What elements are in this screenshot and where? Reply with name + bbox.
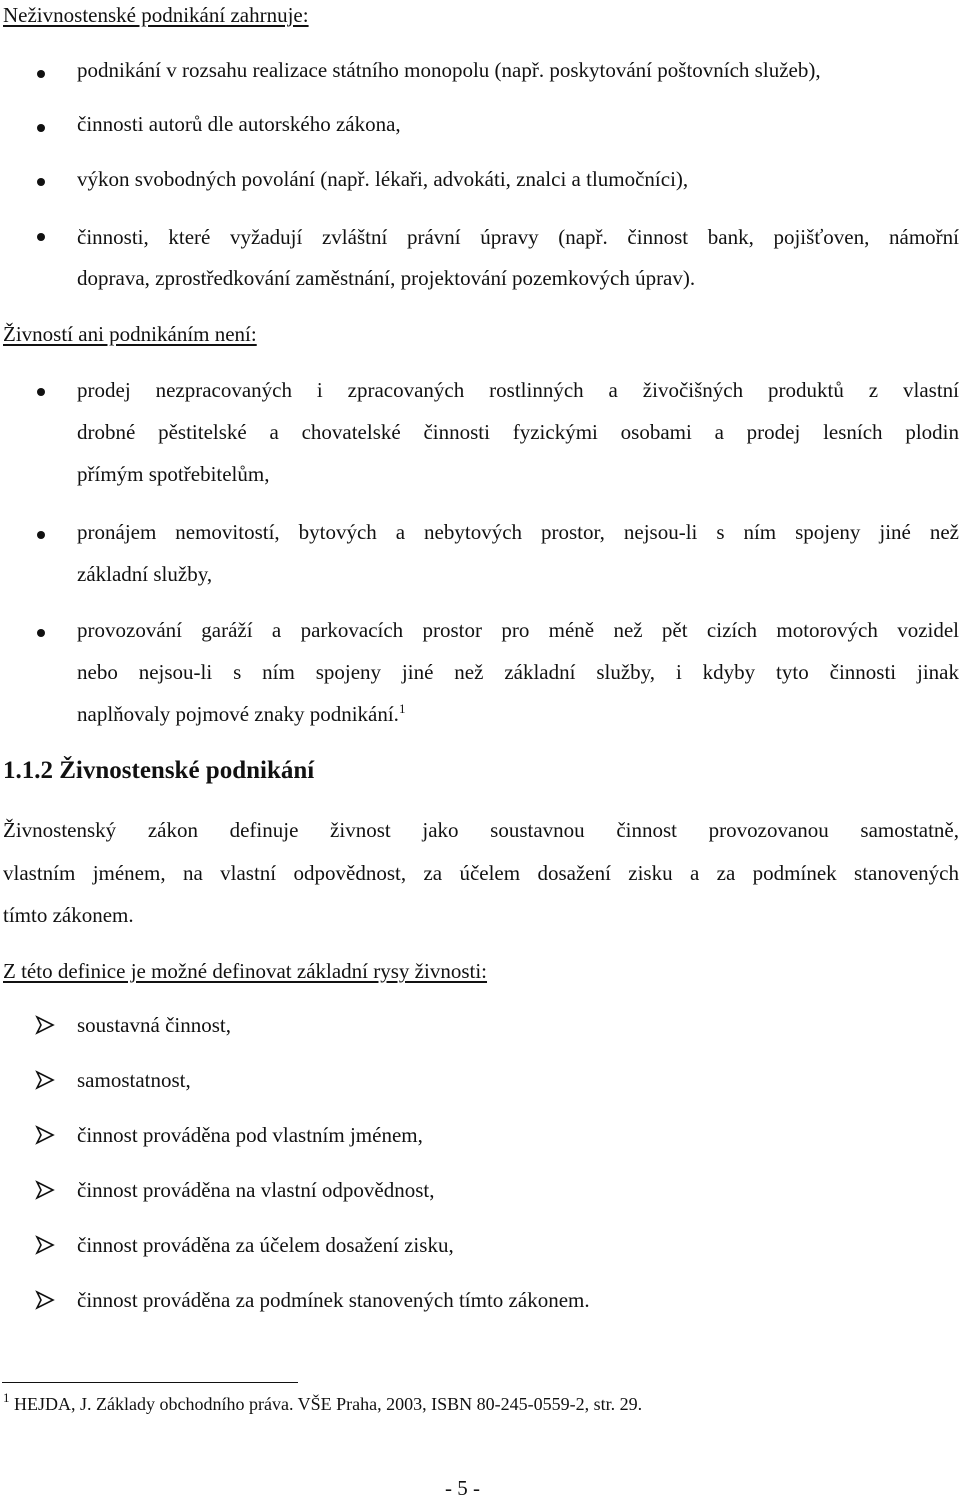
paragraph-line: vlastním jménem, na vlastní odpovědnost, za účelem dosažení zisku a za podmínek stanovených <box>3 861 959 885</box>
bullet-dot-icon <box>37 629 45 637</box>
arrowhead-bullet-icon <box>34 1069 56 1091</box>
arrowhead-bullet-icon <box>34 1289 56 1311</box>
arrowhead-bullet-icon <box>34 1124 56 1146</box>
page-number: - 5 - <box>445 1476 480 1500</box>
bullet-dot-icon <box>37 124 45 132</box>
list-item-continuation: základní služby, <box>77 562 213 586</box>
list-item-continuation: přímým spotřebitelům, <box>77 462 270 486</box>
footnote-number: 1 <box>3 1390 10 1405</box>
feature-item: samostatnost, <box>77 1068 191 1092</box>
footnote-reference[interactable]: 1 <box>398 701 406 716</box>
bullet-dot-icon <box>37 388 45 396</box>
feature-item: činnost prováděna za podmínek stanovených tímto zákonem. <box>77 1288 590 1312</box>
feature-item: soustavná činnost, <box>77 1013 231 1037</box>
list-item-continuation: doprava, zprostředkování zaměstnání, projektování pozemkových úprav). <box>77 266 696 290</box>
list-item: výkon svobodných povolání (např. lékaři, advokáti, znalci a tlumočníci), <box>77 167 689 191</box>
feature-item: činnost prováděna na vlastní odpovědnost, <box>77 1178 435 1202</box>
features-heading: Z této definice je možné definovat základní rysy živnosti: <box>3 959 488 983</box>
list-item: podnikání v rozsahu realizace státního monopolu (např. poskytování poštovních služeb), <box>77 58 821 82</box>
arrowhead-bullet-icon <box>34 1234 56 1256</box>
footnote-text: HEJDA, J. Základy obchodního práva. VŠE Praha, 2003, ISBN 80-245-0559-2, str. 29. <box>14 1394 643 1414</box>
list-item-continuation: nebo nejsou-li s ním spojeny jiné než základní služby, i kdyby tyto činnosti jinak <box>77 660 959 684</box>
list-item-continuation: drobné pěstitelské a chovatelské činnosti fyzickými osobami a prodej lesních plodin <box>77 420 959 444</box>
paragraph-line: Živnostenský zákon definuje živnost jako soustavnou činnost provozovanou samostatně, <box>3 818 959 842</box>
feature-item: činnost prováděna pod vlastním jménem, <box>77 1123 423 1147</box>
list-item: prodej nezpracovaných i zpracovaných rostlinných a živočišných produktů z vlastní <box>77 378 959 402</box>
footnote-separator <box>2 1382 298 1383</box>
feature-item: činnost prováděna za účelem dosažení zisku, <box>77 1233 454 1257</box>
list-item: pronájem nemovitostí, bytových a nebytových prostor, nejsou-li s ním spojeny jiné než <box>77 520 959 544</box>
bullet-dot-icon <box>37 178 45 186</box>
bullet-dot-icon <box>37 531 45 539</box>
paragraph-line: tímto zákonem. <box>3 903 134 927</box>
section-title: 1.1.2 Živnostenské podnikání <box>3 757 315 784</box>
list-item: činnosti autorů dle autorského zákona, <box>77 112 401 136</box>
bullet-dot-icon <box>37 233 45 241</box>
bullet-dot-icon <box>37 70 45 78</box>
list-item: provozování garáží a parkovacích prostor pro méně než pět cizích motorových vozidel <box>77 618 959 642</box>
arrowhead-bullet-icon <box>34 1179 56 1201</box>
arrowhead-bullet-icon <box>34 1014 56 1036</box>
list-item: činnosti, které vyžadují zvláštní právní úpravy (např. činnost bank, pojišťoven, námořní <box>77 225 959 249</box>
footnote <box>3 1390 643 1415</box>
list-item-continuation: naplňovaly pojmové znaky podnikání.$^1$ <box>77 701 406 726</box>
section-heading-non-trade: Neživnostenské podnikání zahrnuje: <box>3 3 309 27</box>
section-heading-not-trade: Živností ani podnikáním není: <box>3 322 257 346</box>
